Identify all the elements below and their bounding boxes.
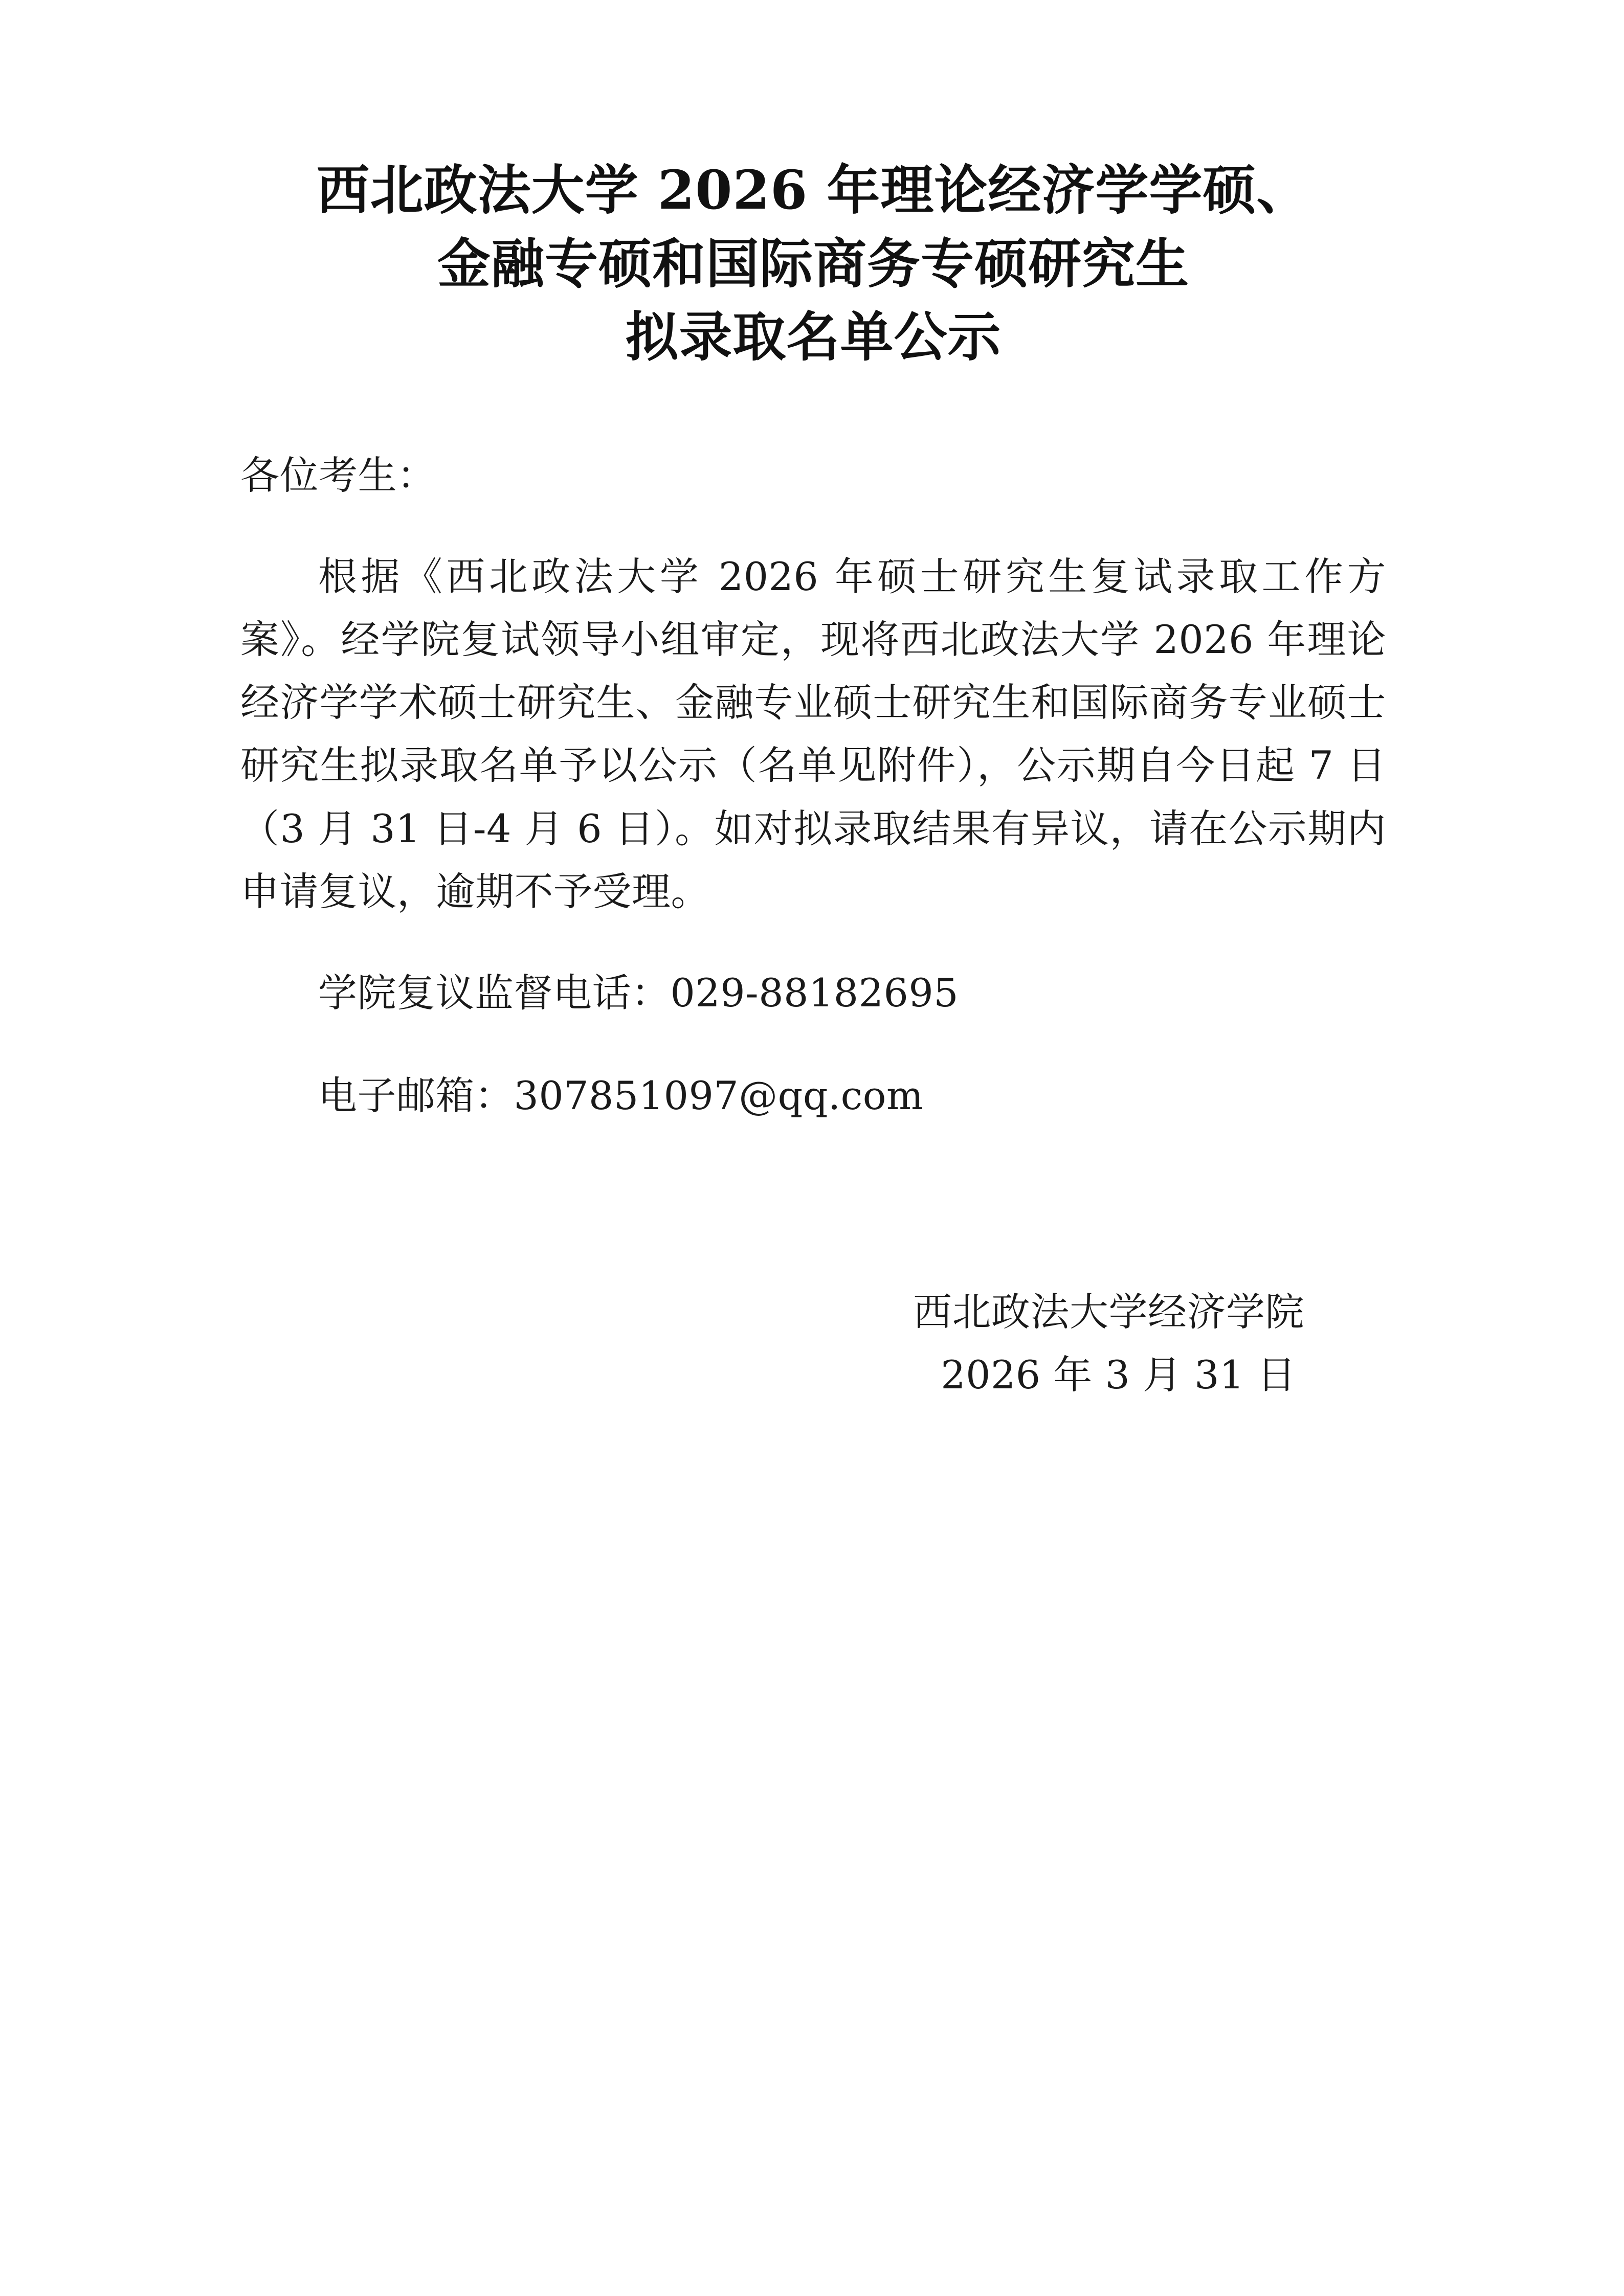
document-content bbox=[240, 153, 1386, 1406]
salutation: 各位考生： bbox=[240, 452, 436, 498]
signature-date: 2026 年 3 月 31 日 bbox=[941, 1352, 1296, 1398]
page-title-line-3: 拟录取名单公示 bbox=[625, 305, 1002, 369]
signature-block bbox=[240, 1280, 1386, 1406]
contact-email: 电子邮箱：307851097@qq.com bbox=[318, 1073, 924, 1119]
page-title bbox=[240, 153, 1386, 374]
page-title-line-1: 西北政法大学 2026 年理论经济学学硕、 bbox=[316, 159, 1310, 221]
signature-organization: 西北政法大学经济学院 bbox=[913, 1289, 1304, 1335]
contact-phone: 学院复议监督电话：029-88182695 bbox=[318, 970, 959, 1016]
body-paragraph: 根据《西北政法大学 2026 年硕士研究生复试录取工作方案》。经学院复试领导小组审定，现将西北政法大学 2026 年理论经济学学术硕士研究生、金融专业硕士研究生和国际商务专业硕士研究生拟录取名单予以公示（名单见附件），公示期自今日起 7 日（3 月 31 日-4 月 6 日）。如对拟录取结果有异议，请在公示期内申请复议，逾期不予受理。 bbox=[240, 554, 1386, 914]
page-title-line-2: 金融专硕和国际商务专硕研究生 bbox=[437, 232, 1189, 295]
